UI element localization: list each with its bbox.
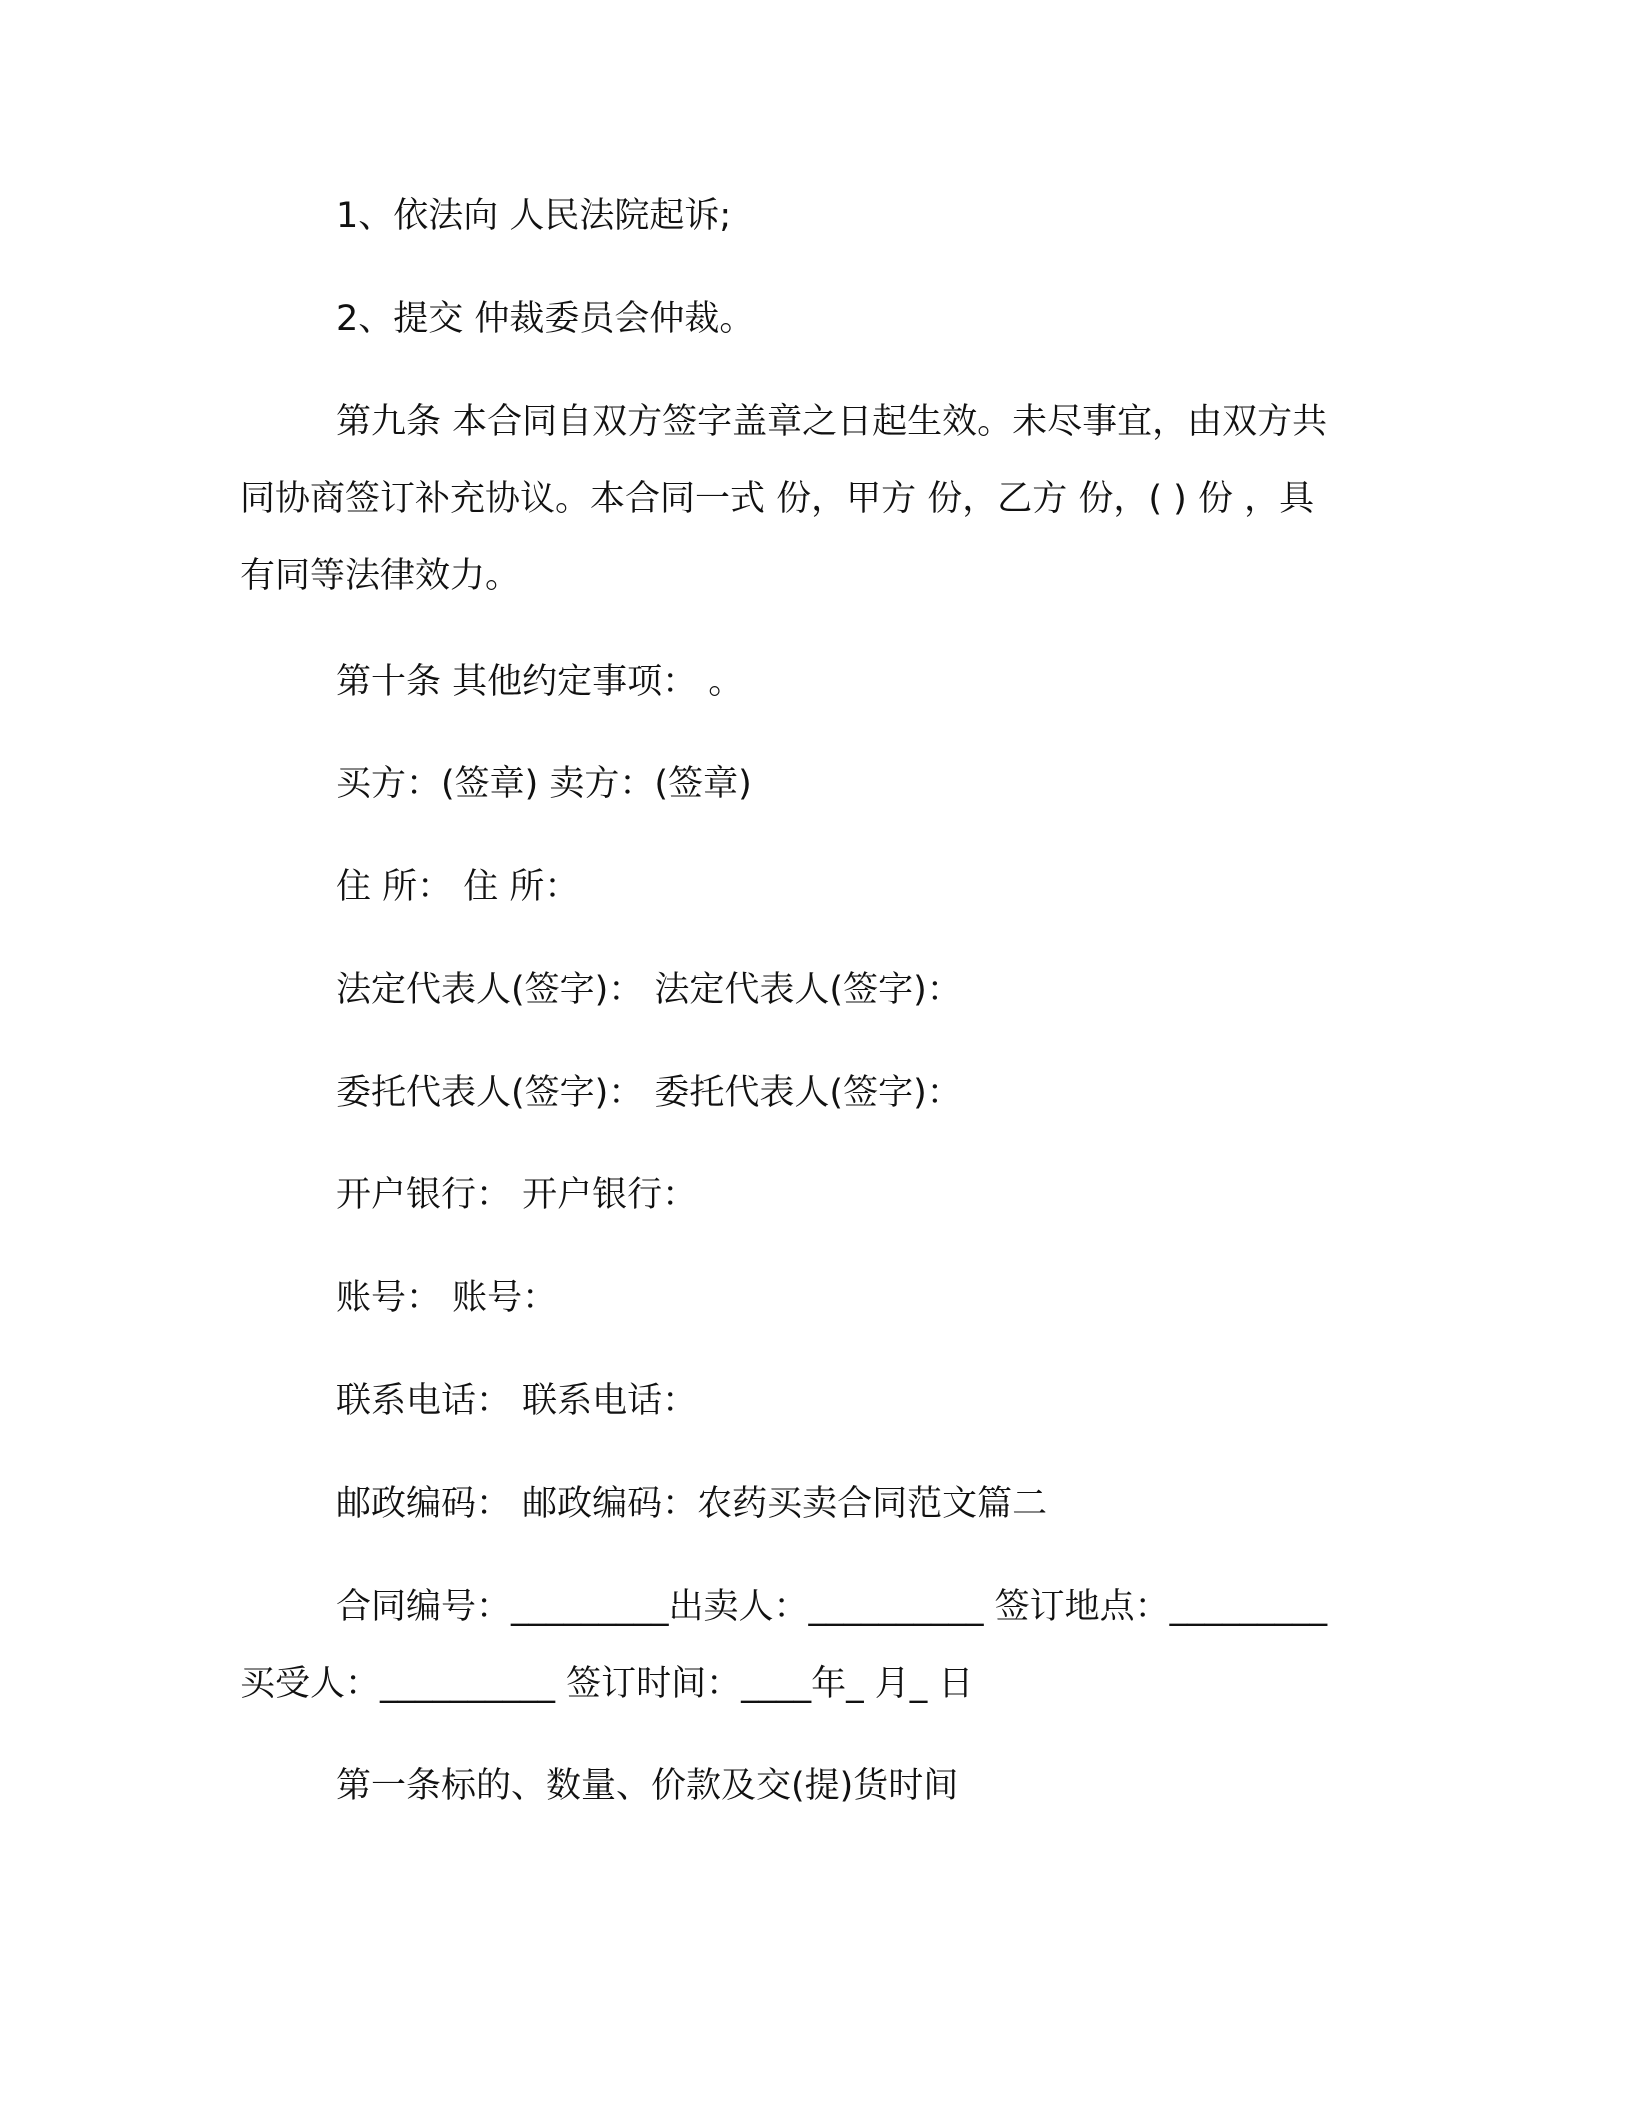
clause-1-text: 1、依法向 人民法院起诉; [336, 196, 732, 236]
article-1-text: 第一条标的、数量、价款及交(提)货时间 [336, 1766, 959, 1806]
bank-text: 开户银行： 开户银行： [336, 1175, 698, 1215]
article-9 [240, 384, 1390, 615]
signature-line [240, 746, 1390, 823]
bank-line [240, 1157, 1390, 1234]
contract-header-line-1: 合同编号：_________出卖人：__________ 签订地点：_________ [336, 1587, 1328, 1627]
account-line [240, 1260, 1390, 1337]
address-text: 住 所： 住 所： [336, 867, 580, 907]
article-10 [240, 644, 1390, 721]
legal-representative-text: 法定代表人(签字)： 法定代表人(签字)： [336, 970, 962, 1010]
phone-text: 联系电话： 联系电话： [336, 1381, 698, 1421]
article-1-heading [240, 1748, 1390, 1825]
account-text: 账号： 账号： [336, 1278, 558, 1318]
phone-line [240, 1363, 1390, 1440]
clause-1-lawsuit [240, 178, 1390, 255]
legal-representative-line [240, 952, 1390, 1029]
contract-header-line-2: 买受人：__________ 签订时间：____年_ 月_ 日 [240, 1664, 974, 1704]
article-9-line-2: 同协商签订补充协议。本合同一式 份，甲方 份，乙方 份，( ) 份 ，具 [240, 479, 1315, 519]
article-9-line-1: 第九条 本合同自双方签字盖章之日起生效。未尽事宜，由双方共 [336, 402, 1328, 442]
article-9-line-3: 有同等法律效力。 [240, 556, 521, 596]
clause-2-arbitration [240, 281, 1390, 358]
contract-header [240, 1569, 1390, 1723]
article-10-text: 第十条 其他约定事项： 。 [336, 662, 744, 702]
postcode-line [240, 1466, 1390, 1543]
postcode-text: 邮政编码： 邮政编码：农药买卖合同范文篇二 [336, 1484, 1048, 1524]
address-line [240, 849, 1390, 926]
agent-representative-line [240, 1055, 1390, 1132]
agent-representative-text: 委托代表人(签字)： 委托代表人(签字)： [336, 1073, 962, 1113]
signature-text: 买方：(签章) 卖方：(签章) [336, 764, 752, 804]
clause-2-text: 2、提交 仲裁委员会仲裁。 [336, 299, 755, 339]
